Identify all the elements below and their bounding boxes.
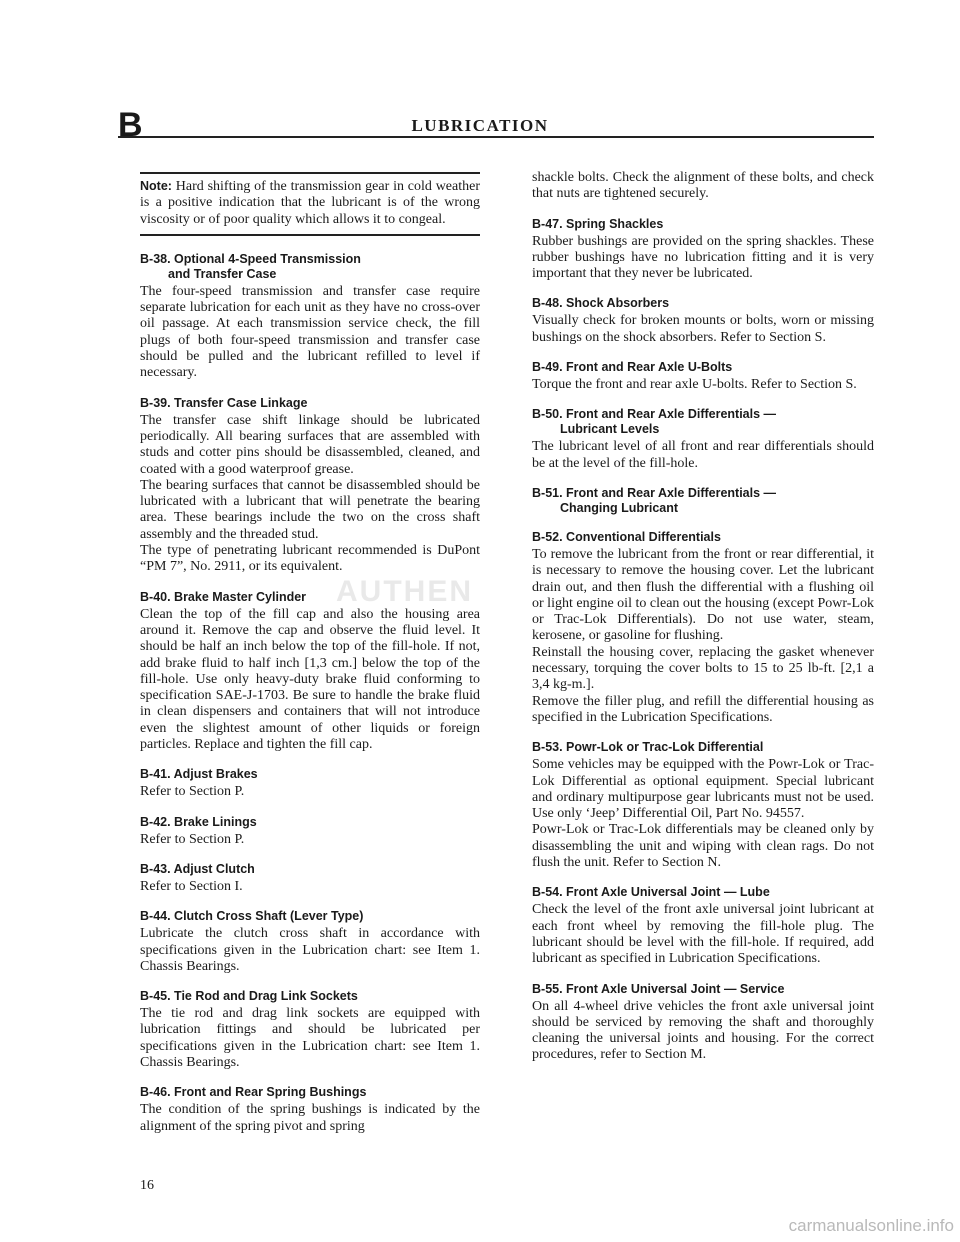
section-right-5 [532, 486, 874, 516]
section-left-1 [140, 396, 480, 576]
section-right-0 [532, 170, 874, 203]
section-title: B-52. Conventional Differentials [532, 529, 721, 544]
section-paragraph: Clean the top of the fill cap and also the housing area around it. Remove the cap and observe the fluid level. It should be half an inch below the top of the fill-hole. If not, add brake fluid to half inch [1,3 cm.] below the top of the fill-hole. Use only heavy-duty brake fluid conforming to specification SAE-J-1703. Be sure to handle the brake fluid in clean dispensers and containers that will not introduce even the slightest amount of other liquids or foreign particles. Replace and tighten the fill cap. [140, 606, 480, 753]
section-heading [140, 396, 480, 411]
section-left-5 [140, 862, 480, 895]
section-heading [532, 982, 874, 997]
section-paragraph: Some vehicles may be equipped with the Powr-Lok or Trac-Lok Differential as optional equipment. Special lubricant and ordinary multipurpose gear lubricants must not be used. Use only ‘Jeep’ Differential Oil, Part No. 94557. [532, 757, 874, 822]
left-column [140, 172, 480, 1149]
section-left-8 [140, 1085, 480, 1135]
section-title: B-46. Front and Rear Spring Bushings [140, 1085, 367, 1100]
section-title: B-49. Front and Rear Axle U-Bolts [532, 360, 733, 375]
section-heading [140, 590, 480, 605]
section-right-8 [532, 885, 874, 967]
section-left-6 [140, 909, 480, 975]
section-right-2 [532, 296, 874, 346]
section-title: B-38. Optional 4-Speed Transmission [140, 251, 361, 266]
section-heading [140, 909, 480, 924]
section-heading [140, 989, 480, 1004]
section-left-2 [140, 590, 480, 754]
section-title: B-50. Front and Rear Axle Differentials — [532, 407, 777, 422]
section-heading [532, 486, 874, 516]
section-left-7 [140, 989, 480, 1071]
section-title: B-42. Brake Linings [140, 814, 257, 829]
page-title: LUBRICATION [411, 116, 549, 135]
section-title: B-55. Front Axle Universal Joint — Service [532, 981, 785, 996]
section-paragraph: Lubricate the clutch cross shaft in accordance with specifications given in the Lubrication chart: see Item 1. Chassis Bearings. [140, 926, 480, 974]
note-body: Hard shifting of the transmission gear in cold weather is a positive indication that the lubricant is of the wrong viscosity or of poor quality which allows it to congeal. [140, 179, 480, 227]
section-heading [532, 740, 874, 755]
footer-watermark: carmanualsonline.info [788, 1216, 954, 1235]
section-title: B-43. Adjust Clutch [140, 861, 255, 876]
section-heading [140, 767, 480, 782]
section-paragraph: The lubricant level of all front and rear differentials should be at the level of the fill-hole. [532, 439, 874, 471]
section-right-9 [532, 982, 874, 1064]
section-paragraph: The four-speed transmission and transfer case require separate lubrication for each unit as they have no cross-over oil passage. At each transmission service check, the fill plugs of both four-speed transmission and transfer case should be pulled and the lubricant refilled to level if necessary. [140, 283, 480, 381]
section-paragraph: The bearing surfaces that cannot be disassembled should be lubricated with a lubricant that will penetrate the bearing area. These bearings include the two on the cross shaft assembly and the threaded stud. [140, 477, 480, 542]
section-title: B-39. Transfer Case Linkage [140, 395, 308, 410]
section-heading [532, 360, 874, 375]
section-left-3 [140, 767, 480, 800]
note-label: Note: [140, 179, 172, 193]
section-subtitle: Changing Lubricant [560, 500, 679, 515]
right-sections [532, 170, 874, 1064]
section-paragraph: On all 4-wheel drive vehicles the front axle universal joint should be serviced by removing the shaft and thoroughly cleaning the universal joints and housing. For the correct procedures, refer to Section M. [532, 998, 874, 1063]
section-left-4 [140, 815, 480, 848]
right-column [532, 170, 874, 1078]
section-heading [140, 862, 480, 877]
section-title: B-48. Shock Absorbers [532, 296, 670, 311]
section-paragraph: shackle bolts. Check the alignment of these bolts, and check that nuts are tightened securely. [532, 170, 874, 202]
section-paragraph: The condition of the spring bushings is indicated by the alignment of the spring pivot and spring [140, 1102, 480, 1134]
section-left-0 [140, 252, 480, 382]
page-number: 16 [140, 1178, 154, 1193]
section-right-4 [532, 407, 874, 472]
section-title: B-51. Front and Rear Axle Differentials — [532, 485, 777, 500]
section-paragraph: Torque the front and rear axle U-bolts. Refer to Section S. [532, 377, 857, 393]
note-box [140, 172, 480, 236]
section-title: B-53. Powr-Lok or Trac-Lok Differential [532, 740, 764, 755]
section-subtitle: and Transfer Case [168, 266, 277, 281]
section-paragraph: Refer to Section P. [140, 831, 245, 847]
section-paragraph: Check the level of the front axle universal joint lubricant at each front wheel by removing the fill-hole plug. The lubricant should be level with the fill-hole. If required, add lubricant as specified in Lubrication Specifications. [532, 902, 874, 967]
section-heading [140, 252, 480, 282]
section-paragraph: Rubber bushings are provided on the spring shackles. These rubber bushings have no lubrication fitting and it is very important that they never be lubricated. [532, 233, 874, 282]
section-heading [532, 885, 874, 900]
note-text [140, 178, 480, 228]
section-paragraph: Reinstall the housing cover, replacing the gasket whenever necessary, torquing the cover bolts to 15 to 25 lb-ft. [2,1 a 3,4 kg-m.]. [532, 644, 874, 693]
section-title: B-41. Adjust Brakes [140, 767, 258, 782]
section-heading [532, 407, 874, 437]
section-title: B-47. Spring Shackles [532, 216, 664, 231]
section-paragraph: The type of penetrating lubricant recommended is DuPont “PM 7”, No. 2911, or its equivalent. [140, 543, 480, 575]
section-heading [532, 217, 874, 232]
section-paragraph: To remove the lubricant from the front or rear differential, it is necessary to remove the housing cover. Let the lubricant drain out, and then flush the differential with a flushing oil or light engine oil to clean out the housing (except Powr-Lok or Trac-Lok Differentials). Do not use water, steam, kerosene, or gasoline for flushing. [532, 546, 874, 644]
section-letter: B [118, 106, 143, 144]
section-title: B-40. Brake Master Cylinder [140, 589, 307, 604]
section-right-6 [532, 530, 874, 726]
section-paragraph: Refer to Section I. [140, 878, 243, 894]
section-heading [140, 1085, 480, 1100]
section-subtitle: Lubricant Levels [560, 422, 660, 437]
section-paragraph: Visually check for broken mounts or bolts, worn or missing bushings on the shock absorbers. Refer to Section S. [532, 313, 874, 345]
section-right-7 [532, 740, 874, 871]
section-right-3 [532, 360, 874, 393]
section-paragraph: Powr-Lok or Trac-Lok differentials may be cleaned only by disassembling the unit and wiping with clean rags. Do not flush the unit. Refer to Section N. [532, 822, 874, 871]
section-heading [532, 530, 874, 545]
left-sections [140, 252, 480, 1135]
section-title: B-54. Front Axle Universal Joint — Lube [532, 885, 770, 900]
section-title: B-45. Tie Rod and Drag Link Sockets [140, 989, 358, 1004]
section-paragraph: The transfer case shift linkage should be lubricated periodically. All bearing surfaces that are assembled with studs and cotter pins should be disassembled, cleaned, and coated with a good waterproof grease. [140, 412, 480, 477]
section-paragraph: Remove the filler plug, and refill the differential housing as specified in the Lubrication Specifications. [532, 693, 874, 725]
header-rule [118, 136, 874, 138]
section-heading [140, 815, 480, 830]
section-title: B-44. Clutch Cross Shaft (Lever Type) [140, 909, 364, 924]
section-heading [532, 296, 874, 311]
section-paragraph: Refer to Section P. [140, 784, 245, 800]
section-right-1 [532, 217, 874, 283]
watermark: AUTHEN [336, 575, 473, 608]
section-paragraph: The tie rod and drag link sockets are equipped with lubrication fittings and should be lubricated per specifications given in the Lubrication chart: see Item 1. Chassis Bearings. [140, 1006, 480, 1070]
